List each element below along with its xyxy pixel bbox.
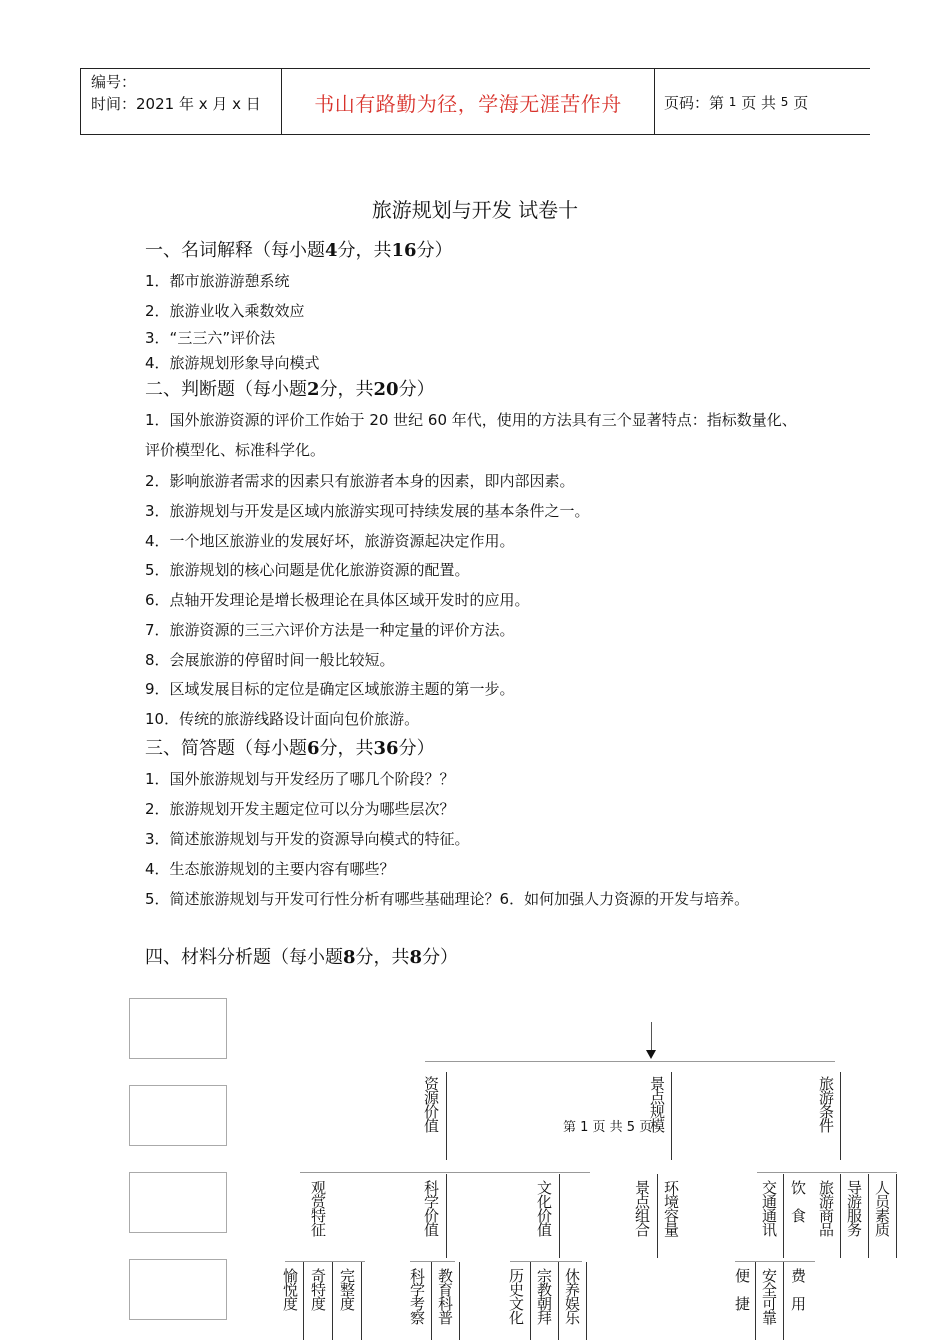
header-table	[80, 68, 870, 135]
level2-node: 导游服务	[845, 1180, 863, 1236]
level3-bar	[285, 1261, 365, 1262]
level1-node: 旅游条件	[817, 1076, 835, 1132]
page-label: 页码：第	[664, 93, 725, 112]
bracket-line	[332, 1262, 333, 1340]
level1-node: 景点规模	[648, 1076, 666, 1132]
blank-box	[129, 1172, 227, 1233]
level3-bar	[510, 1261, 582, 1262]
list-item: 2．旅游规划开发主题定位可以分为哪些层次？	[145, 800, 455, 818]
list-item: 1．国外旅游资源的评价工作始于 20 世纪 60 年代，使用的方法具有三个显著特点：指标数量化、评价模型化、标准科学化。	[145, 411, 797, 459]
bracket-line	[303, 1262, 304, 1340]
page-num: 1	[728, 95, 737, 109]
bracket-line	[868, 1174, 869, 1258]
page-title: 旅游规划与开发 试卷十	[371, 198, 579, 222]
bracket-line	[558, 1262, 559, 1340]
level2-node: 人员素质	[873, 1180, 891, 1236]
motto: 书山有路勤为径，学海无涯苦作舟	[282, 69, 655, 135]
bracket-line	[446, 1174, 447, 1258]
arrow-line	[651, 1022, 652, 1052]
page-mid: 页 共	[741, 93, 776, 112]
bracket-line	[586, 1262, 587, 1340]
list-item: 3．简述旅游规划与开发的资源导向模式的特征。	[145, 830, 470, 848]
level3-node: 安全可靠	[760, 1268, 778, 1324]
level2-bar	[757, 1172, 897, 1173]
bracket-line	[840, 1072, 841, 1160]
list-item: 6．点轴开发理论是增长极理论在具体区域开发时的应用。	[145, 591, 530, 609]
page-end: 页	[793, 93, 809, 112]
level2-node: 饮 食	[789, 1180, 807, 1222]
level3-bar	[410, 1261, 455, 1262]
list-item: 2．影响旅游者需求的因素只有旅游者本身的因素，即内部因素。	[145, 472, 575, 490]
section2-heading: 二、判断题（每小题2分，共20分）	[145, 379, 435, 400]
list-item: 2．旅游业收入乘数效应	[145, 302, 305, 320]
list-item: 4．一个地区旅游业的发展好坏，旅游资源起决定作用。	[145, 532, 515, 550]
list-item: 1．国外旅游规划与开发经历了哪几个阶段？？	[145, 770, 455, 788]
code-label: 编号：	[91, 73, 137, 91]
level3-node: 休养娱乐	[563, 1268, 581, 1324]
list-item: 3．旅游规划与开发是区域内旅游实现可持续发展的基本条件之一。	[145, 502, 590, 520]
list-item: 10．传统的旅游线路设计面向包价旅游。	[145, 710, 420, 728]
level3-node: 科学考察	[408, 1268, 426, 1324]
list-item: 9．区域发展目标的定位是确定区域旅游主题的第一步。	[145, 680, 515, 698]
level2-bar	[300, 1172, 590, 1173]
bracket-line	[896, 1174, 897, 1258]
list-item: 4．生态旅游规划的主要内容有哪些？	[145, 860, 395, 878]
blank-box	[129, 1085, 227, 1146]
list-item: 1．都市旅游游憩系统	[145, 272, 290, 290]
bracket-line	[783, 1174, 784, 1258]
arrow-down-icon	[646, 1050, 656, 1059]
bracket-line	[446, 1072, 447, 1160]
blank-box	[129, 1259, 227, 1320]
page-indicator	[655, 69, 871, 135]
list-item: 5．简述旅游规划与开发可行性分析有哪些基础理论？6．如何加强人力资源的开发与培养。	[145, 890, 750, 908]
level3-node: 奇特度	[309, 1268, 327, 1310]
level1-node: 资源价值	[422, 1076, 440, 1132]
list-item: 5．旅游规划的核心问题是优化旅游资源的配置。	[145, 561, 470, 579]
level2-node: 科学价值	[422, 1180, 440, 1236]
header-meta-cell	[81, 69, 282, 135]
bracket-line	[671, 1072, 672, 1160]
level3-node: 愉悦度	[281, 1268, 299, 1310]
bracket-line	[840, 1174, 841, 1258]
bracket-line	[657, 1174, 658, 1258]
section4-heading: 四、材料分析题（每小题8分，共8分）	[145, 947, 459, 968]
level3-node: 便 捷	[733, 1268, 751, 1310]
bracket-line	[559, 1174, 560, 1258]
time-label: 时间：2021 年 x 月 x 日	[91, 95, 261, 113]
section3-heading: 三、简答题（每小题6分，共36分）	[145, 738, 435, 759]
level3-bar	[735, 1261, 815, 1262]
section1-heading: 一、名词解释（每小题4分，共16分）	[145, 240, 453, 261]
page-footer: 第 1 页 共 5 页	[563, 1120, 653, 1135]
level3-node: 教育科普	[436, 1268, 454, 1324]
level2-node: 旅游商品	[817, 1180, 835, 1236]
page-total: 5	[780, 95, 789, 109]
level2-node: 环境容量	[662, 1180, 680, 1236]
list-item: 4．旅游规划形象导向模式	[145, 354, 320, 372]
level3-node: 历史文化	[507, 1268, 525, 1324]
list-item: 7．旅游资源的三三六评价方法是一种定量的评价方法。	[145, 621, 515, 639]
bracket-line	[783, 1262, 784, 1340]
bracket-line	[431, 1262, 432, 1340]
bracket-line	[755, 1262, 756, 1340]
level2-node: 观赏特征	[309, 1180, 327, 1236]
list-item: 8．会展旅游的停留时间一般比较短。	[145, 651, 395, 669]
list-item: 3．“三三六”评价法	[145, 329, 276, 347]
level2-node: 交通通讯	[760, 1180, 778, 1236]
bracket-line	[530, 1262, 531, 1340]
level2-node: 景点组合	[633, 1180, 651, 1236]
bracket-line	[361, 1262, 362, 1340]
level3-node: 费 用	[789, 1268, 807, 1310]
bracket-line	[459, 1262, 460, 1340]
level2-node: 文化价值	[535, 1180, 553, 1236]
blank-box	[129, 998, 227, 1059]
level3-node: 宗教朝拜	[535, 1268, 553, 1324]
level1-bar	[425, 1061, 835, 1062]
level3-node: 完整度	[338, 1268, 356, 1310]
